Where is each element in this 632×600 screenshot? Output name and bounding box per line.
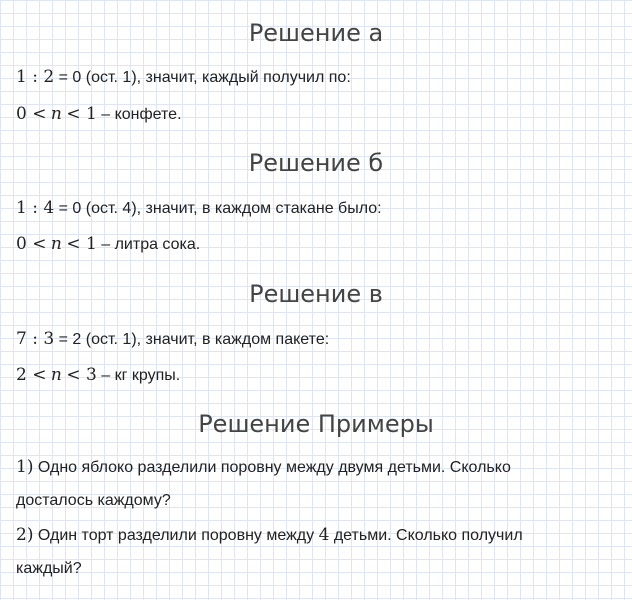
inequality-right: < 1 [66,234,97,254]
line-text: Одно яблоко разделили поровну между двумя детьми. Сколько [33,459,511,476]
number-value: 4 [318,525,330,545]
inequality-left: 0 < [16,234,47,254]
line-text: каждый? [16,560,82,577]
line-text: = 0 (ост. 1), значит, каждый получил по: [54,69,351,86]
line-text: = 0 (ост. 4), значит, в каждом стакане было: [54,200,382,217]
section-b-line-1 [16,197,382,220]
variable-n: n [50,365,62,385]
inequality-left: 2 < [16,365,47,385]
example-1-line-2 [16,490,171,512]
example-1-line-1 [16,456,511,479]
inequality-right: < 3 [66,365,97,385]
division-expression: 1 : 2 [16,67,55,87]
division-expression: 7 : 3 [16,329,55,349]
section-b-title: Решение б [248,149,384,177]
examples-title: Решение Примеры [198,410,434,438]
line-text: Один торт разделили поровну между [33,527,319,544]
section-a-title: Решение а [248,19,384,47]
section-a-line-2 [16,103,182,126]
example-2-line-1 [16,524,523,547]
example-number: 2) [16,525,34,545]
line-text: = 2 (ост. 1), значит, в каждом пакете: [54,331,330,348]
line-text: досталось каждому? [16,492,171,509]
division-expression: 1 : 4 [16,198,55,218]
example-2-line-2 [16,558,82,580]
inequality-left: 0 < [16,104,47,124]
line-text: – конфете. [96,106,182,123]
inequality-right: < 1 [66,104,97,124]
variable-n: n [50,234,62,254]
line-text: детьми. Сколько получил [329,527,523,544]
line-text: – литра сока. [96,236,201,253]
section-b-line-2 [16,233,200,256]
example-number: 1) [16,457,34,477]
section-c-line-2 [16,364,180,387]
section-a-line-1 [16,66,351,89]
variable-n: n [50,104,62,124]
section-c-title: Решение в [249,280,383,308]
line-text: – кг крупы. [96,367,181,384]
section-c-line-1 [16,328,329,351]
